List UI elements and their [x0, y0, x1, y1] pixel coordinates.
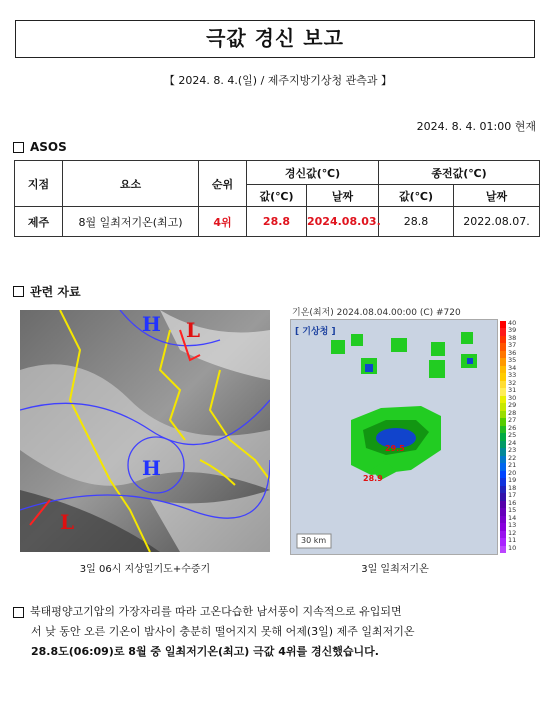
cell-element: 8월 일최저기온(최고) — [63, 207, 199, 237]
legend-swatch — [500, 381, 506, 388]
legend-swatch — [500, 366, 506, 373]
legend-value: 38 — [508, 333, 517, 342]
legend-value: 16 — [508, 498, 517, 507]
legend-swatch — [500, 478, 506, 485]
legend-value: 10 — [508, 543, 517, 552]
legend-value: 36 — [508, 348, 517, 357]
temp-color-legend — [500, 321, 520, 553]
legend-swatch — [500, 403, 506, 410]
legend-value: 32 — [508, 378, 517, 387]
cell-renewed-date: 2024.08.03. — [307, 207, 379, 237]
weather-map-caption: 3일 06시 지상일기도+수증기 — [79, 564, 211, 575]
header-renewed-date: 날짜 — [307, 185, 379, 207]
legend-value: 12 — [508, 528, 517, 537]
legend-value: 33 — [508, 371, 517, 380]
legend-swatch — [500, 328, 506, 335]
legend-swatch — [500, 486, 506, 493]
header-previous-date: 날짜 — [454, 185, 540, 207]
legend-value: 35 — [508, 356, 517, 365]
scale-bar-label: 30 km — [301, 536, 327, 545]
legend-value: 31 — [508, 386, 517, 395]
cell-renewed-value: 28.8 — [247, 207, 307, 237]
legend-swatch — [500, 471, 506, 478]
legend-swatch — [500, 396, 506, 403]
min-temp-header: 기온(최저) 2024.08.04.00:00 (C) #720 — [292, 308, 461, 318]
note-line-3: 28.8도(06:09)로 8월 중 일최저기온(최고) 극값 4위를 경신했습니다. — [31, 645, 379, 658]
checkbox-square-icon — [13, 607, 24, 618]
min-temp-caption: 3일 일최저기온 — [361, 564, 429, 575]
weather-map-figure — [20, 310, 270, 552]
legend-swatch — [500, 546, 506, 553]
cell-previous-date: 2022.08.07. — [454, 207, 540, 237]
legend-value: 26 — [508, 423, 517, 432]
legend-value: 20 — [508, 468, 517, 477]
legend-swatch — [500, 343, 506, 350]
legend-swatch — [500, 493, 506, 500]
header-renewed: 경신값(℃) — [247, 161, 379, 185]
min-temp-mark-1: 29.5 — [385, 444, 405, 453]
kma-tag: [ 기상청 ] — [295, 327, 336, 337]
legend-swatch — [500, 373, 506, 380]
min-temp-figure — [290, 305, 522, 555]
legend-value: 39 — [508, 326, 517, 335]
header-element: 요소 — [63, 161, 199, 207]
legend-swatch — [500, 426, 506, 433]
legend-swatch — [500, 456, 506, 463]
legend-value: 40 — [508, 319, 517, 327]
legend-swatch — [500, 463, 506, 470]
legend-swatch — [500, 538, 506, 545]
report-subtitle: 【 2024. 8. 4.(일) / 제주지방기상청 관측과 】 — [163, 74, 393, 87]
cell-station: 제주 — [15, 207, 63, 237]
legend-swatch — [500, 351, 506, 358]
legend-value: 25 — [508, 431, 517, 440]
min-temp-map-area — [290, 319, 498, 555]
legend-swatch — [500, 411, 506, 418]
low-pressure-label-2: L — [60, 510, 75, 534]
legend-value: 23 — [508, 446, 517, 455]
legend-value: 22 — [508, 453, 517, 462]
legend-value: 17 — [508, 491, 517, 500]
legend-value: 19 — [508, 476, 517, 485]
legend-swatch — [500, 358, 506, 365]
legend-value: 34 — [508, 363, 517, 372]
min-temp-map-image — [291, 320, 497, 554]
weather-map-image — [20, 310, 270, 552]
header-renewed-value: 값(℃) — [247, 185, 307, 207]
high-pressure-label-1: H — [142, 312, 161, 336]
legend-swatch — [500, 508, 506, 515]
legend-entry — [500, 543, 520, 553]
header-station: 지점 — [15, 161, 63, 207]
checkbox-square-icon — [13, 142, 24, 153]
cell-rank: 4위 — [199, 207, 247, 237]
legend-swatch — [500, 448, 506, 455]
legend-swatch — [500, 433, 506, 440]
checkbox-square-icon — [13, 286, 24, 297]
report-title: 극값 경신 보고 — [206, 26, 344, 50]
legend-value: 28 — [508, 408, 517, 417]
report-title-box — [15, 20, 535, 58]
legend-value: 29 — [508, 401, 517, 410]
legend-value: 27 — [508, 416, 517, 425]
header-rank: 순위 — [199, 161, 247, 207]
header-previous: 종전값(℃) — [379, 161, 540, 185]
legend-swatch — [500, 523, 506, 530]
legend-swatch — [500, 531, 506, 538]
asos-table — [14, 160, 540, 237]
legend-swatch — [500, 336, 506, 343]
legend-value: 21 — [508, 461, 517, 470]
section-related-label: 관련 자료 — [30, 285, 81, 299]
note-line-2: 서 낮 동안 오른 기온이 밤사이 충분히 떨어지지 못해 어제(3일) 제주 일최저기온 — [31, 625, 415, 638]
legend-value: 24 — [508, 438, 517, 447]
legend-value: 37 — [508, 341, 517, 350]
legend-swatch — [500, 516, 506, 523]
legend-swatch — [500, 321, 506, 328]
section-asos-label: ASOS — [30, 140, 67, 154]
summary-note — [13, 602, 538, 662]
legend-value: 15 — [508, 506, 517, 515]
legend-swatch — [500, 418, 506, 425]
section-asos-heading — [13, 140, 67, 154]
section-related-heading — [13, 283, 81, 300]
legend-swatch — [500, 388, 506, 395]
cell-previous-value: 28.8 — [379, 207, 454, 237]
legend-value: 14 — [508, 513, 517, 522]
report-timestamp: 2024. 8. 4. 01:00 현재 — [416, 120, 536, 133]
legend-value: 30 — [508, 393, 517, 402]
low-pressure-label-1: L — [186, 318, 201, 342]
legend-swatch — [500, 441, 506, 448]
legend-swatch — [500, 501, 506, 508]
min-temp-mark-2: 28.9 — [363, 474, 383, 483]
high-pressure-label-2: H — [142, 456, 161, 480]
header-previous-value: 값(℃) — [379, 185, 454, 207]
legend-value: 11 — [508, 536, 517, 545]
note-line-1: 북태평양고기압의 가장자리를 따라 고온다습한 남서풍이 지속적으로 유입되면 — [30, 605, 402, 618]
legend-value: 13 — [508, 521, 517, 530]
legend-value: 18 — [508, 483, 517, 492]
